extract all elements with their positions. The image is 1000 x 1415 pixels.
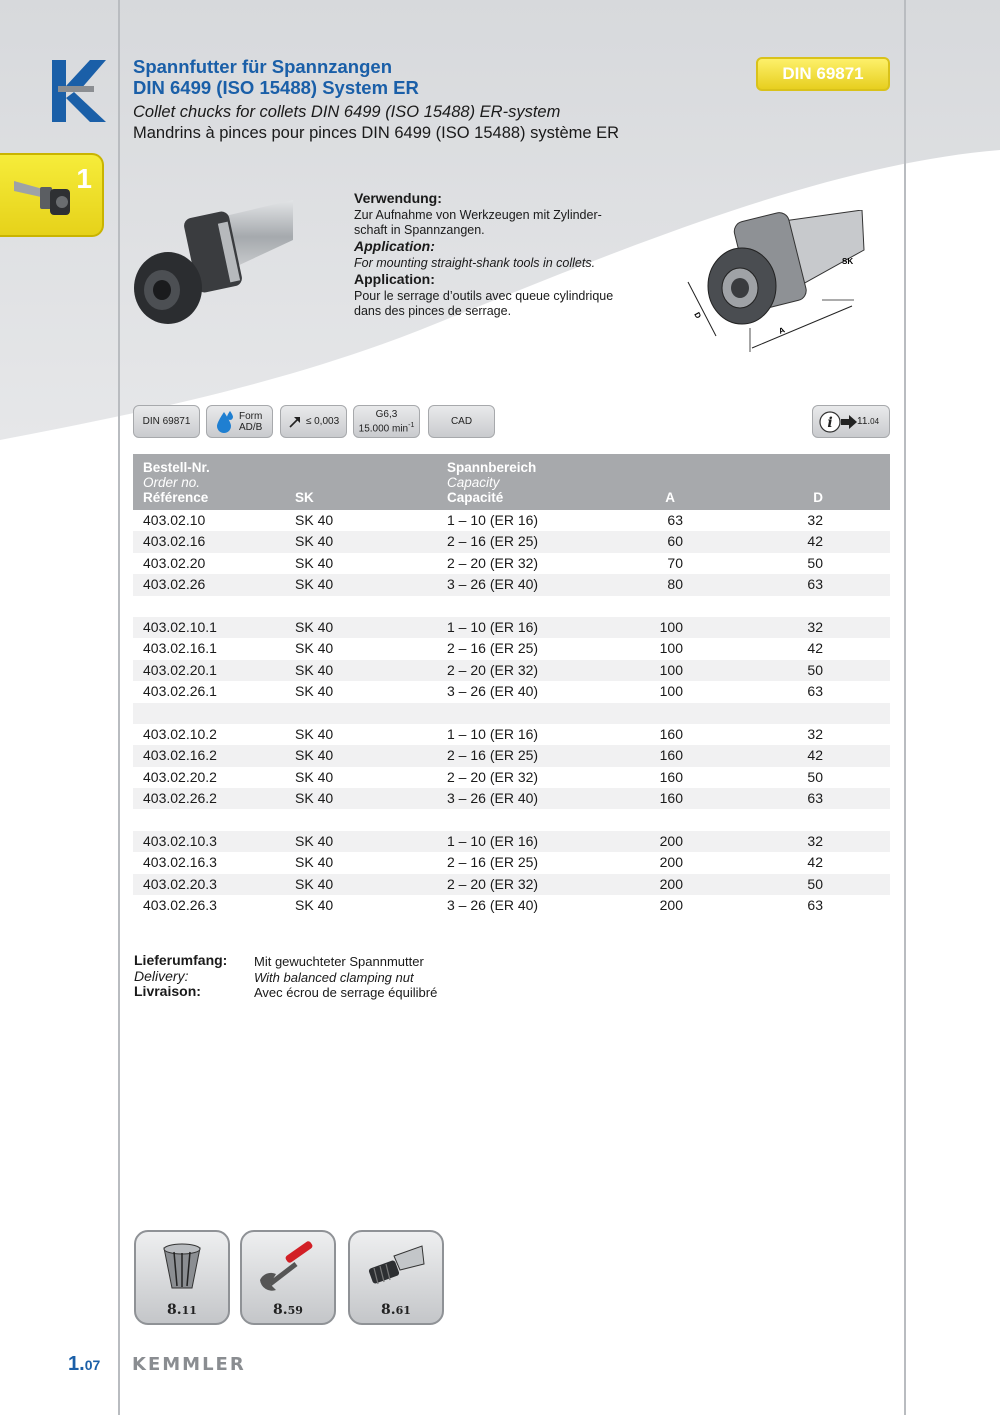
table-row <box>133 553 890 574</box>
cell-sk: SK 40 <box>295 640 334 657</box>
info-reference-sub: 04 <box>870 417 880 426</box>
accessory-pull-stud-ref-main: 8. <box>381 1302 396 1318</box>
title-english: Collet chucks for collets DIN 6499 (ISO 15488) ER-system <box>133 103 561 121</box>
cell-sk: SK 40 <box>295 533 334 550</box>
cell-a: 200 <box>659 875 683 892</box>
cell-capacity: 3 – 26 (ER 40) <box>447 683 539 700</box>
cell-d: 63 <box>807 790 823 807</box>
header-order-no-en: Order no. <box>143 475 201 490</box>
cell-capacity: 2 – 20 (ER 32) <box>447 554 539 571</box>
spec-balance-pill[interactable] <box>353 405 420 438</box>
table-row <box>133 745 890 766</box>
din-standard-badge: DIN 69871 <box>756 57 890 91</box>
accessory-collet-ref-sub: 11 <box>181 1304 197 1317</box>
spec-runout-pill[interactable] <box>280 405 347 438</box>
accessory-pull-stud-label <box>350 1302 442 1318</box>
cell-a: 160 <box>659 790 683 807</box>
delivery-label-de: Lieferumfang: <box>134 952 228 968</box>
accessory-collet-label <box>136 1302 228 1318</box>
cell-a: 160 <box>659 768 683 785</box>
page-number-sub: 07 <box>84 1357 101 1373</box>
arrow-right-icon <box>841 415 857 429</box>
cell-order-no: 403.02.26 <box>143 576 206 593</box>
cell-d: 42 <box>807 640 823 657</box>
cell-sk: SK 40 <box>295 661 334 678</box>
cell-d: 50 <box>807 768 823 785</box>
cell-a: 100 <box>659 683 683 700</box>
cell-sk: SK 40 <box>295 854 334 871</box>
cell-d: 63 <box>807 576 823 593</box>
delivery-value-de: Mit gewuchteter Spannmutter <box>254 954 424 969</box>
dim-label-d: D <box>692 310 703 321</box>
accessory-pull-stud[interactable] <box>348 1230 444 1325</box>
accessory-pull-stud-ref-sub: 61 <box>395 1304 411 1317</box>
cell-order-no: 403.02.20 <box>143 554 206 571</box>
cell-order-no: 403.02.10.1 <box>143 618 217 635</box>
header-capacity <box>447 460 536 505</box>
pull-stud-icon <box>364 1240 428 1296</box>
usage-text-fr-line1: Pour le serrage d’outils avec queue cylindrique <box>354 289 614 303</box>
accessory-wrench[interactable] <box>240 1230 336 1325</box>
left-margin-line <box>118 0 120 1415</box>
table-row <box>133 831 890 852</box>
cell-sk: SK 40 <box>295 683 334 700</box>
table-row <box>133 874 890 895</box>
header-d: D <box>813 490 823 505</box>
spec-form-pill[interactable] <box>206 405 273 438</box>
table-header <box>133 454 890 510</box>
cell-a: 200 <box>659 832 683 849</box>
cell-capacity: 2 – 20 (ER 32) <box>447 875 539 892</box>
cell-d: 63 <box>807 897 823 914</box>
cell-d: 50 <box>807 661 823 678</box>
delivery-value-en: With balanced clamping nut <box>254 969 414 985</box>
cell-capacity: 1 – 10 (ER 16) <box>447 512 539 528</box>
header-capacity-de: Spannbereich <box>447 460 537 475</box>
cell-order-no: 403.02.16 <box>143 533 206 550</box>
cell-d: 32 <box>807 832 823 849</box>
accessory-wrench-ref-main: 8. <box>273 1302 288 1318</box>
usage-description <box>354 190 644 319</box>
table-row <box>133 681 890 702</box>
table-row <box>133 660 890 681</box>
table-row <box>133 788 890 809</box>
cell-sk: SK 40 <box>295 832 334 849</box>
header-order-no <box>143 460 210 505</box>
header-capacity-en: Capacity <box>447 475 500 490</box>
spec-balance-speed-value: 15.000 min <box>358 423 409 435</box>
header-sk: SK <box>295 490 314 505</box>
header-order-no-fr: Référence <box>143 490 209 505</box>
cell-d: 32 <box>807 618 823 635</box>
cell-d: 32 <box>807 725 823 742</box>
accessory-collet-ref-main: 8. <box>167 1302 182 1318</box>
title-german <box>133 56 419 98</box>
cell-capacity: 3 – 26 (ER 40) <box>447 790 539 807</box>
kemmler-logo <box>48 56 108 126</box>
usage-text-de-line1: Zur Aufnahme von Werkzeugen mit Zylinder- <box>354 208 602 222</box>
table-row <box>133 510 890 531</box>
cell-capacity: 2 – 16 (ER 25) <box>447 854 539 871</box>
spec-form-line2: AD/B <box>239 421 263 433</box>
dim-label-sk: SK <box>842 257 854 266</box>
page-number-main: 1. <box>68 1353 85 1375</box>
cell-order-no: 403.02.20.3 <box>143 875 217 892</box>
cell-capacity: 3 – 26 (ER 40) <box>447 897 539 914</box>
cell-a: 200 <box>659 854 683 871</box>
table-row <box>133 895 890 916</box>
cell-capacity: 2 – 16 (ER 25) <box>447 533 539 550</box>
cell-order-no: 403.02.20.2 <box>143 768 217 785</box>
dim-label-a: A <box>777 325 787 336</box>
title-german-line2: DIN 6499 (ISO 15488) System ER <box>133 77 419 98</box>
table-row <box>133 531 890 552</box>
header-capacity-fr: Capacité <box>447 490 504 505</box>
collet-chuck-thumbnail-icon <box>6 169 72 225</box>
cell-a: 100 <box>659 661 683 678</box>
cell-capacity: 1 – 10 (ER 16) <box>447 832 539 849</box>
cell-order-no: 403.02.26.2 <box>143 790 217 807</box>
cell-capacity: 2 – 20 (ER 32) <box>447 661 539 678</box>
spec-cad-label: CAD <box>450 416 473 427</box>
delivery-label-en: Delivery: <box>134 967 189 984</box>
spec-runout-value: ≤ 0,003 <box>305 416 340 427</box>
cell-a: 160 <box>659 725 683 742</box>
technical-drawing <box>682 210 872 360</box>
accessory-wrench-ref-sub: 59 <box>287 1304 303 1317</box>
runout-arrow-icon <box>288 415 302 429</box>
cell-order-no: 403.02.26.1 <box>143 683 217 700</box>
cell-a: 70 <box>667 554 683 571</box>
cell-capacity: 1 – 10 (ER 16) <box>447 725 539 742</box>
coolant-drop-icon <box>213 410 235 434</box>
cell-capacity: 2 – 20 (ER 32) <box>447 768 539 785</box>
cell-d: 32 <box>807 512 823 528</box>
cell-d: 63 <box>807 683 823 700</box>
chapter-number: 1 <box>76 163 92 194</box>
cell-d: 42 <box>807 533 823 550</box>
cell-capacity: 1 – 10 (ER 16) <box>447 618 539 635</box>
usage-heading-de: Verwendung: <box>354 190 442 206</box>
cell-a: 100 <box>659 618 683 635</box>
cell-order-no: 403.02.10.3 <box>143 832 217 849</box>
cell-a: 60 <box>667 533 683 550</box>
title-french: Mandrins à pinces pour pinces DIN 6499 (ISO 15488) système ER <box>133 124 620 142</box>
cell-d: 42 <box>807 854 823 871</box>
cell-sk: SK 40 <box>295 725 334 742</box>
cell-capacity: 2 – 16 (ER 25) <box>447 747 539 764</box>
product-table <box>133 454 890 916</box>
cell-sk: SK 40 <box>295 768 334 785</box>
cell-sk: SK 40 <box>295 512 334 528</box>
cell-capacity: 3 – 26 (ER 40) <box>447 576 539 593</box>
table-row <box>133 724 890 745</box>
table-row <box>133 638 890 659</box>
spec-balance-grade: G6,3 <box>375 408 398 420</box>
spec-din-pill[interactable] <box>133 405 200 438</box>
cell-d: 50 <box>807 554 823 571</box>
table-spacer-row <box>133 596 890 617</box>
accessory-wrench-label <box>242 1302 334 1318</box>
cell-a: 63 <box>667 512 683 528</box>
cell-capacity: 2 – 16 (ER 25) <box>447 640 539 657</box>
usage-heading-en: Application: <box>354 238 435 254</box>
header-order-no-de: Bestell-Nr. <box>143 460 210 475</box>
usage-heading-fr: Application: <box>354 271 435 287</box>
usage-text-de-line2: schaft in Spannzangen. <box>354 223 485 237</box>
spec-cad-pill[interactable] <box>428 405 495 438</box>
cell-sk: SK 40 <box>295 618 334 635</box>
table-row <box>133 574 890 595</box>
spec-balance-speed <box>359 420 415 434</box>
cell-order-no: 403.02.26.3 <box>143 897 217 914</box>
spec-form-line1: Form <box>239 410 263 422</box>
cell-order-no: 403.02.20.1 <box>143 661 217 678</box>
cell-d: 42 <box>807 747 823 764</box>
usage-text-en: For mounting straight-shank tools in collets. <box>354 256 596 270</box>
wrench-icon <box>256 1240 320 1296</box>
cell-sk: SK 40 <box>295 875 334 892</box>
table-row <box>133 852 890 873</box>
header-a: A <box>665 490 675 505</box>
table-row <box>133 767 890 788</box>
spec-balance-speed-unit: -1 <box>408 421 415 429</box>
collet-icon <box>150 1240 214 1296</box>
cell-a: 200 <box>659 897 683 914</box>
cell-a: 100 <box>659 640 683 657</box>
brand-name: KEMMLER <box>132 1354 246 1375</box>
info-icon <box>819 411 841 433</box>
info-reference-main: 11. <box>857 416 871 427</box>
cell-sk: SK 40 <box>295 554 334 571</box>
cell-sk: SK 40 <box>295 790 334 807</box>
table-body <box>133 510 890 916</box>
cell-sk: SK 40 <box>295 576 334 593</box>
cell-order-no: 403.02.10 <box>143 512 206 528</box>
delivery-label-fr: Livraison: <box>134 983 201 999</box>
cell-a: 80 <box>667 576 683 593</box>
cell-a: 160 <box>659 747 683 764</box>
delivery-value-fr: Avec écrou de serrage équilibré <box>254 985 438 1000</box>
cell-order-no: 403.02.16.3 <box>143 854 217 871</box>
cell-order-no: 403.02.10.2 <box>143 725 217 742</box>
info-reference-pill[interactable] <box>812 405 890 438</box>
chapter-tab[interactable] <box>0 153 104 237</box>
table-spacer-row <box>133 703 890 724</box>
cell-sk: SK 40 <box>295 747 334 764</box>
svg-text:i: i <box>827 414 833 431</box>
title-german-line1: Spannfutter für Spannzangen <box>133 56 392 77</box>
spec-din-label: DIN 69871 <box>142 416 191 427</box>
cell-order-no: 403.02.16.1 <box>143 640 217 657</box>
product-photo <box>128 192 303 332</box>
accessory-collet[interactable] <box>134 1230 230 1325</box>
cell-order-no: 403.02.16.2 <box>143 747 217 764</box>
right-margin-line <box>904 0 906 1415</box>
usage-text-fr-line2: dans des pinces de serrage. <box>354 304 512 318</box>
page-number <box>68 1353 100 1376</box>
cell-sk: SK 40 <box>295 897 334 914</box>
cell-d: 50 <box>807 875 823 892</box>
table-row <box>133 617 890 638</box>
table-spacer-row <box>133 809 890 830</box>
